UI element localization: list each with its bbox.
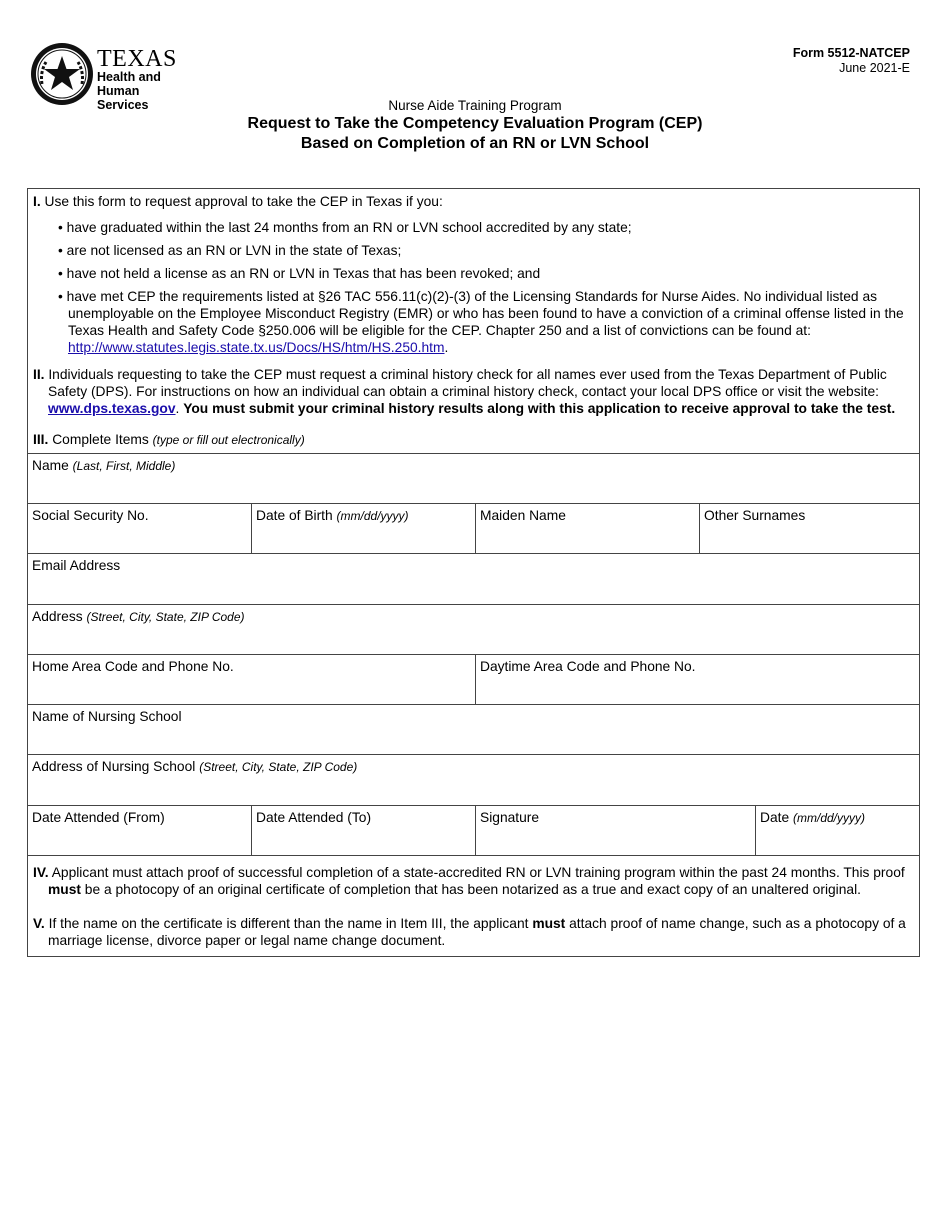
form-id-block <box>793 46 910 76</box>
program-name: Nurse Aide Training Program <box>388 98 562 113</box>
bullet-4: • have met CEP the requirements listed at §26 TAC 556.11(c)(2)-(3) of the Licensing Standards for Nurse Aides. No individual listed as unemployable on the Employee Misconduct Registry (EMR) or who has been found to have a conviction of a criminal offense listed in the Texas Health and Safety Code §250.006 will be eligible for the CEP. Chapter 250 and a list of convictions can be found at: http://www.statutes.legis.state.tx.us/Docs/HS/htm/HS.250.htm. <box>58 289 904 355</box>
maiden-name-field[interactable]: Maiden Name <box>475 504 699 554</box>
date-to-field[interactable]: Date Attended (To) <box>251 806 475 856</box>
statutes-link[interactable]: http://www.statutes.legis.state.tx.us/Docs/HS/htm/HS.250.htm <box>68 340 445 355</box>
section-4: IV. Applicant must attach proof of successful completion of a state-accredited RN or LVN training program within the past 24 months. This proof must be a photocopy of an original certificate of completion that has been notarized as a true and exact copy of an unaltered original. <box>33 865 905 897</box>
other-surnames-field[interactable]: Other Surnames <box>699 504 919 554</box>
dps-link[interactable]: www.dps.texas.gov <box>48 401 176 416</box>
form-number: Form 5512-NATCEP <box>792 46 910 60</box>
section-2-number: II. <box>33 367 45 382</box>
form-title-line2: Based on Completion of an RN or LVN School <box>300 135 650 152</box>
section-3-heading: III. Complete Items (type or fill out electronically) <box>33 432 305 447</box>
school-name-field[interactable]: Name of Nursing School <box>32 709 182 724</box>
phone-row <box>28 654 919 705</box>
bullet-3: • have not held a license as an RN or LVN in Texas that has been revoked; and <box>58 266 541 281</box>
section-4-number: IV. <box>33 865 49 880</box>
form-date: June 2021-E <box>839 61 910 75</box>
section-3-number: III. <box>33 432 49 447</box>
section-1-number: I. <box>33 194 41 209</box>
email-field[interactable]: Email Address <box>32 558 121 573</box>
form-box <box>27 188 920 957</box>
daytime-phone-field[interactable]: Daytime Area Code and Phone No. <box>475 655 919 705</box>
identity-row <box>28 503 919 554</box>
section-2: II. Individuals requesting to take the CEP must request a criminal history check for all names ever used from the Texas Department of Public Safety (DPS). For instructions on how an individual can obtain a criminal history check, contact your local DPS office or visit the website: www.dps.texas.gov. You must submit your criminal history results along with this application to receive approval to take the test. <box>33 367 896 416</box>
school-address-row <box>28 754 919 805</box>
table-bottom-rule <box>28 855 919 856</box>
address-row <box>28 604 919 655</box>
date-from-field[interactable]: Date Attended (From) <box>32 810 165 825</box>
ssn-field[interactable]: Social Security No. <box>32 508 149 523</box>
form-title-line1: Request to Take the Competency Evaluation Program (CEP) <box>247 115 703 132</box>
school-name-row <box>28 704 919 755</box>
agency-subname-2: Services <box>97 98 149 112</box>
agency-name: TEXAS <box>97 46 177 72</box>
attendance-row <box>28 805 919 856</box>
bullet-1: • have graduated within the last 24 months from an RN or LVN school accredited by any state; <box>58 220 632 235</box>
name-field[interactable]: Name (Last, First, Middle) <box>32 458 176 473</box>
name-row <box>28 453 919 504</box>
section-5: V. If the name on the certificate is different than the name in Item III, the applicant must attach proof of name change, such as a photocopy of a marriage license, divorce paper or legal name change document. <box>33 916 906 948</box>
form-titles <box>0 97 950 154</box>
section-5-number: V. <box>33 916 45 931</box>
home-phone-field[interactable]: Home Area Code and Phone No. <box>32 659 234 674</box>
address-field[interactable]: Address (Street, City, State, ZIP Code) <box>32 609 245 624</box>
section-1-intro <box>33 193 914 210</box>
dob-field[interactable]: Date of Birth (mm/dd/yyyy) <box>251 504 475 554</box>
signature-field[interactable]: Signature <box>475 806 755 856</box>
section-1-text: Use this form to request approval to take the CEP in Texas if you: <box>44 194 443 209</box>
agency-subname-1: Health and Human <box>97 70 161 98</box>
bullet-2: • are not licensed as an RN or LVN in the state of Texas; <box>58 243 402 258</box>
date-field[interactable]: Date (mm/dd/yyyy) <box>755 806 919 856</box>
school-address-field[interactable]: Address of Nursing School (Street, City, State, ZIP Code) <box>32 759 358 774</box>
email-row <box>28 553 919 604</box>
